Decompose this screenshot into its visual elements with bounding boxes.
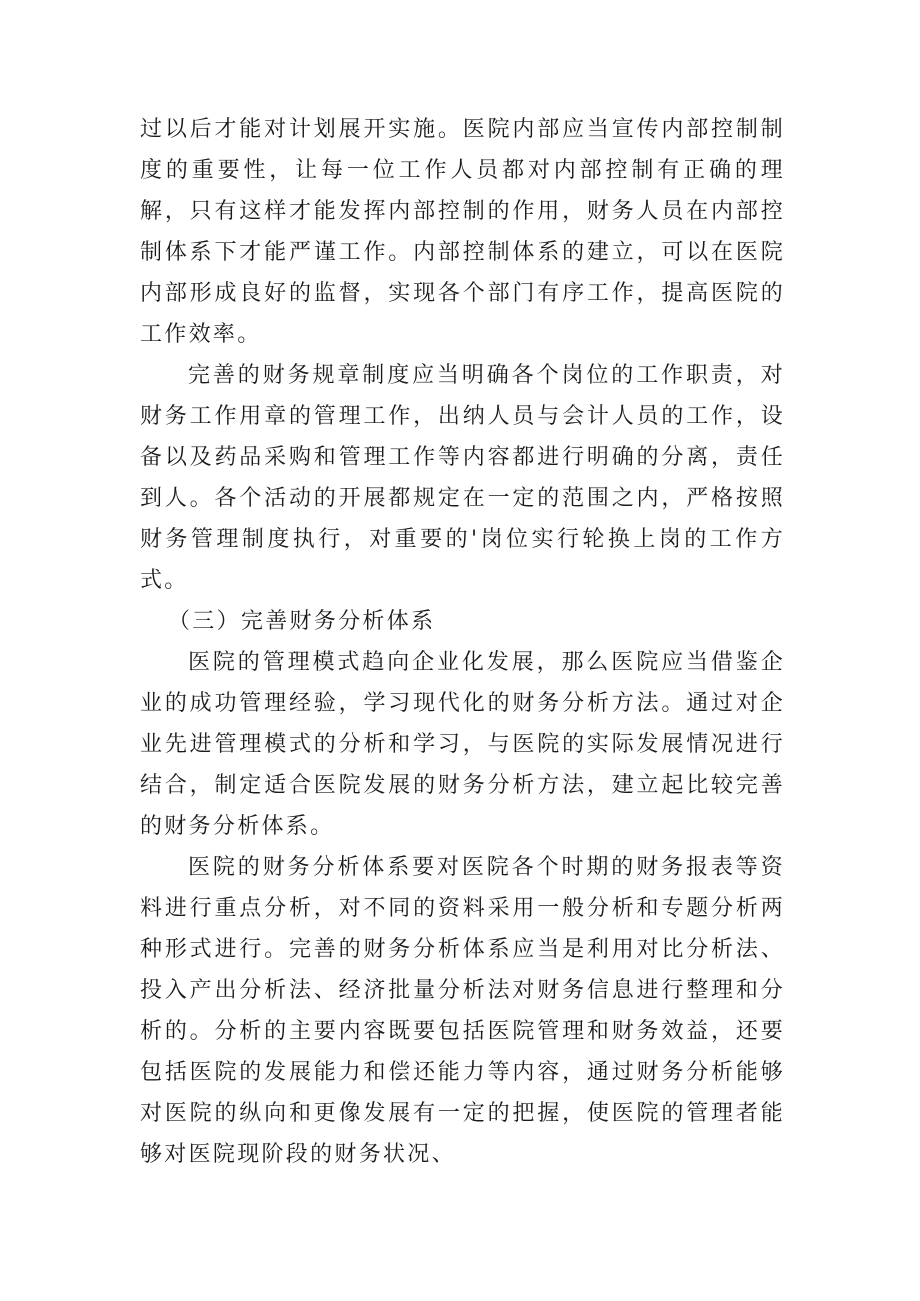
paragraph-continuation: 过以后才能对计划展开实施。医院内部应当宣传内部控制制度的重要性，让每一位工作人员都对内部控制有正确的理解，只有这样才能发挥内部控制的作用，财务人员在内部控制体系下才能严谨工作。内部控制体系的建立，可以在医院内部形成良好的监督，实现各个部门有序工作，提高医院的工作效率。 bbox=[140, 117, 785, 347]
document-body bbox=[140, 109, 785, 1175]
paragraph-management-model: 医院的管理模式趋向企业化发展，那么医院应当借鉴企业的成功管理经验，学习现代化的财务分析方法。通过对企业先进管理模式的分析和学习，与医院的实际发展情况进行结合，制定适合医院发展的财务分析方法，建立起比较完善的财务分析体系。 bbox=[140, 650, 785, 839]
paragraph-financial-rules: 完善的财务规章制度应当明确各个岗位的工作职责，对财务工作用章的管理工作，出纳人员与会计人员的工作，设备以及药品采购和管理工作等内容都进行明确的分离，责任到人。各个活动的开展都规定在一定的范围之内，严格按照财务管理制度执行，对重要的'岗位实行轮换上岗的工作方式。 bbox=[140, 363, 785, 593]
section-heading: （三）完善财务分析体系 bbox=[168, 609, 436, 634]
paragraph-analysis-system: 医院的财务分析体系要对医院各个时期的财务报表等资料进行重点分析，对不同的资料采用一般分析和专题分析两种形式进行。完善的财务分析体系应当是利用对比分析法、投入产出分析法、经济批量分析法对财务信息进行整理和分析的。分析的主要内容既要包括医院管理和财务效益，还要包括医院的发展能力和偿还能力等内容，通过财务分析能够对医院的纵向和更像发展有一定的把握，使医院的管理者能够对医院现阶段的财务状况、 bbox=[140, 855, 785, 1167]
